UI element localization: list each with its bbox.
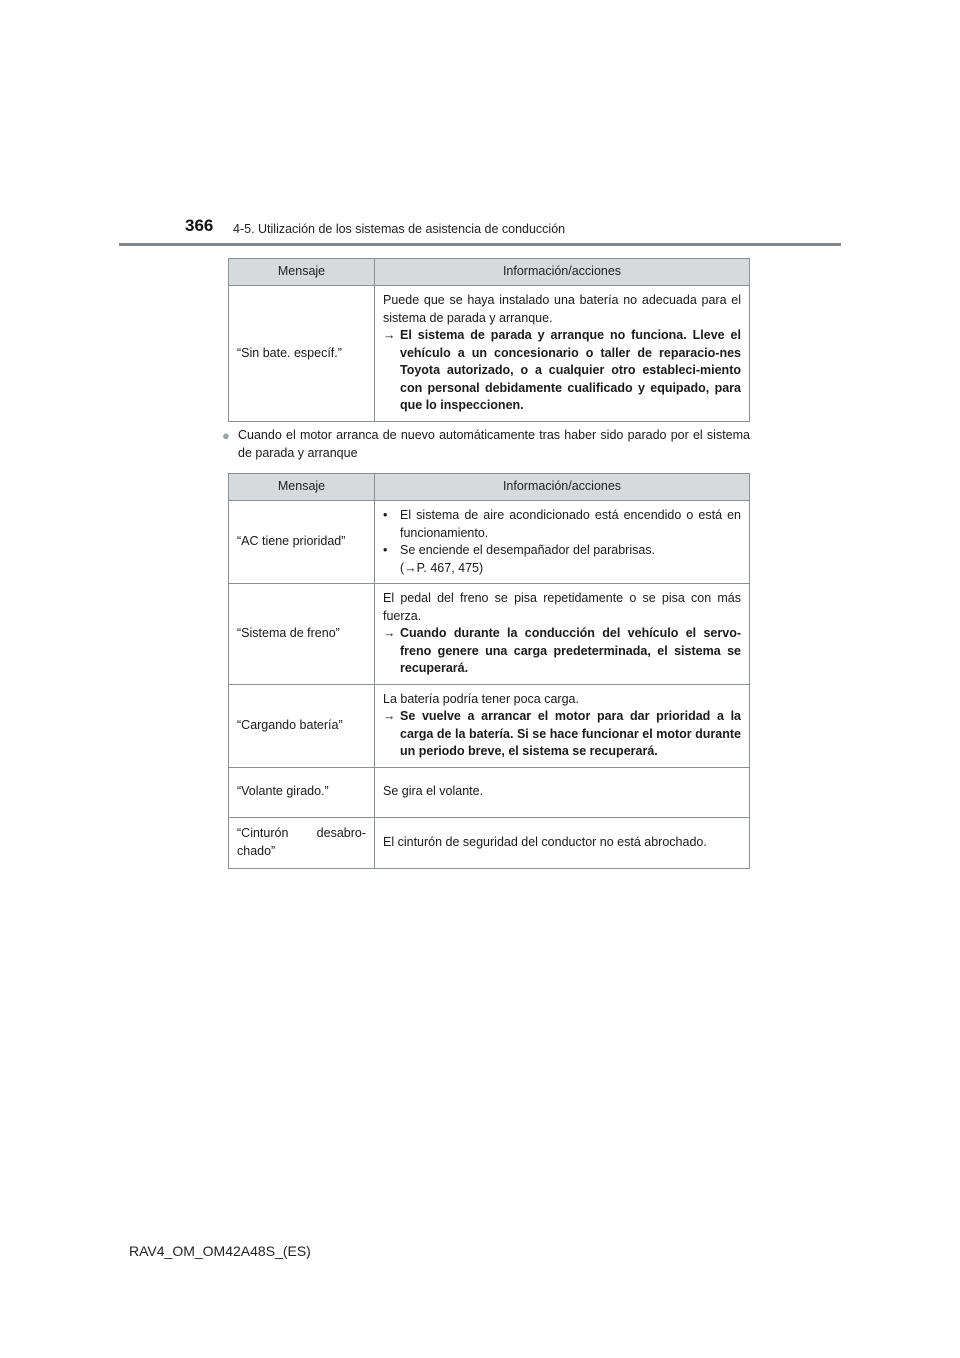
table-row <box>229 817 750 868</box>
message-cell: “AC tiene prioridad” <box>229 501 375 584</box>
info-text: El pedal del freno se pisa repetidamente o se pisa con más fuerza. <box>383 591 741 623</box>
table-row <box>229 584 750 685</box>
ref-open: (→ <box>400 560 417 575</box>
message-cell: “Volante girado.” <box>229 767 375 817</box>
page-reference <box>383 560 741 578</box>
message-cell: “Cargando batería” <box>229 684 375 767</box>
action-line <box>383 708 741 761</box>
table-row <box>229 684 750 767</box>
column-header-info: Información/acciones <box>375 474 750 501</box>
arrow-icon: → <box>383 709 396 723</box>
bullet-icon: • <box>383 508 388 522</box>
message-cell: “Cinturón desabro-chado” <box>229 817 375 868</box>
message-cell: “Sin bate. específ.” <box>229 286 375 422</box>
paragraph-text: Cuando el motor arranca de nuevo automáticamente tras haber sido parado por el sistema de parada y arranque <box>238 428 750 460</box>
page-number: 366 <box>185 216 214 235</box>
info-cell <box>375 501 750 584</box>
info-cell <box>375 286 750 422</box>
action-text: Cuando durante la conducción del vehículo el servo-freno genere una carga predeterminada, el sistema se recuperará. <box>400 626 741 675</box>
action-text: El sistema de parada y arranque no funciona. Lleve el vehículo a un concesionario o taller de reparacio-nes Toyota autorizado, o a cualquier otro estableci-miento con personal debidamente cualificado y equipado, para que lo inspeccionen. <box>400 328 741 412</box>
column-header-message: Mensaje <box>229 259 375 286</box>
message-table-2 <box>228 473 750 869</box>
circle-bullet-icon: ● <box>222 428 230 443</box>
table-header-row <box>229 259 750 286</box>
bullet-icon: • <box>383 543 388 557</box>
action-text: Se vuelve a arrancar el motor para dar prioridad a la carga de la batería. Si se hace funcionar el motor durante un periodo breve, el sistema se recuperará. <box>400 709 741 758</box>
message-cell: “Sistema de freno” <box>229 584 375 685</box>
bullet-text: El sistema de aire acondicionado está encendido o está en funcionamiento. <box>400 508 741 540</box>
info-text: Puede que se haya instalado una batería no adecuada para el sistema de parada y arranque. <box>383 293 741 325</box>
bullet-text: Se enciende el desempañador del parabrisas. <box>400 543 656 557</box>
info-cell <box>375 584 750 685</box>
info-cell: Se gira el volante. <box>375 767 750 817</box>
bullet-line <box>383 542 741 560</box>
info-cell <box>375 684 750 767</box>
column-header-message: Mensaje <box>229 474 375 501</box>
action-line <box>383 625 741 678</box>
document-code: RAV4_OM_OM42A48S_(ES) <box>129 1243 311 1259</box>
message-table-1 <box>228 258 750 422</box>
table-row <box>229 501 750 584</box>
table-row <box>229 767 750 817</box>
arrow-icon: → <box>383 626 396 640</box>
column-header-info: Información/acciones <box>375 259 750 286</box>
info-cell: El cinturón de seguridad del conductor no está abrochado. <box>375 817 750 868</box>
action-line <box>383 327 741 415</box>
ref-close: ) <box>479 560 484 575</box>
bullet-line <box>383 507 741 542</box>
ref-pages: P. 467, 475 <box>416 560 480 575</box>
section-paragraph <box>222 427 750 462</box>
arrow-icon: → <box>383 328 396 342</box>
table-row <box>229 286 750 422</box>
header-rule <box>119 243 841 246</box>
info-text: La batería podría tener poca carga. <box>383 691 579 706</box>
table-header-row <box>229 474 750 501</box>
section-title: 4-5. Utilización de los sistemas de asistencia de conducción <box>233 222 566 236</box>
